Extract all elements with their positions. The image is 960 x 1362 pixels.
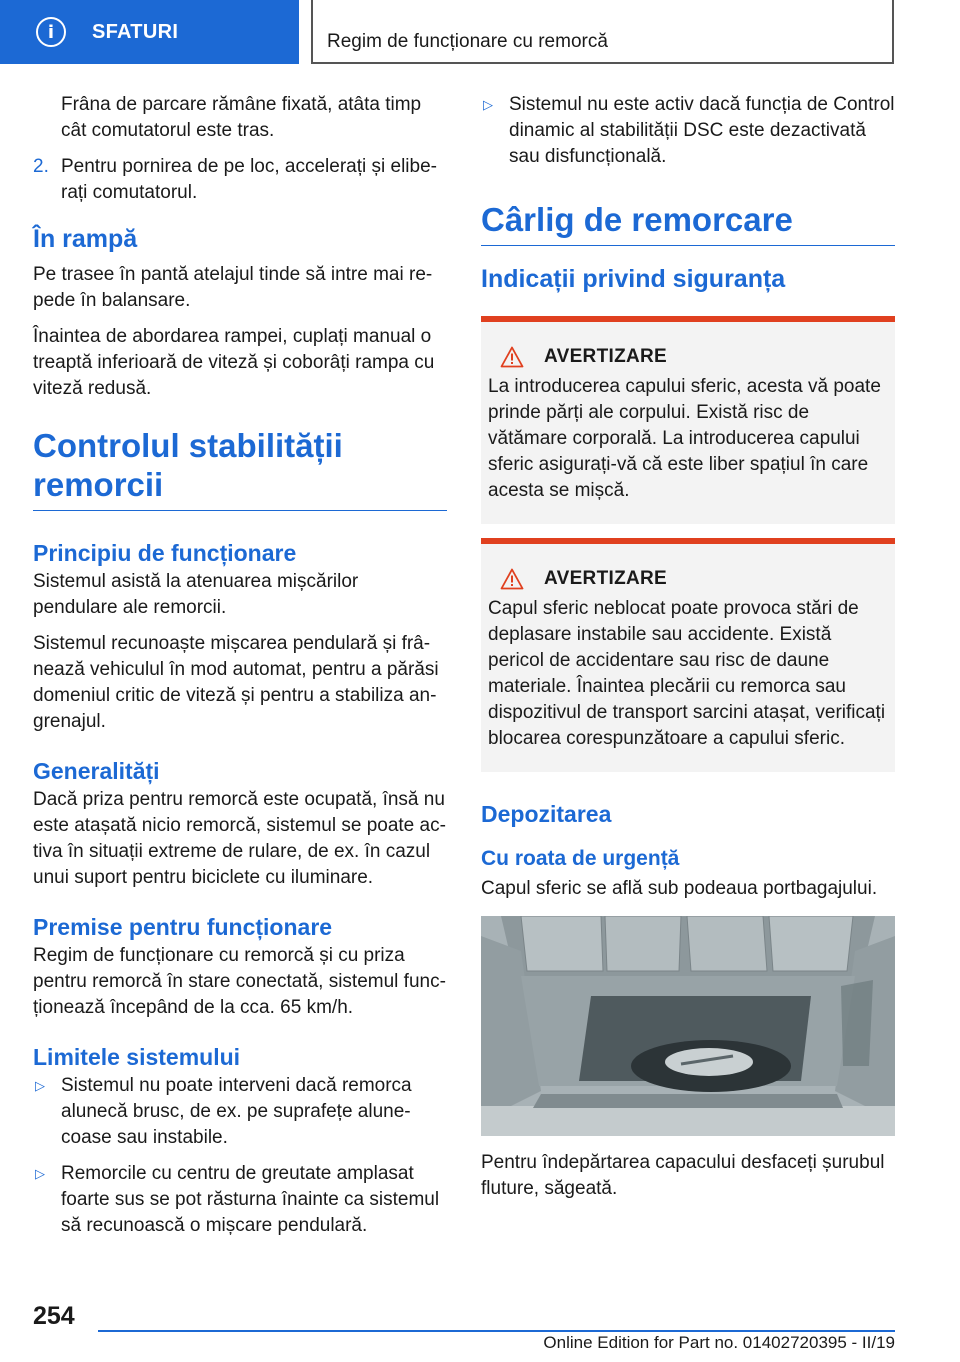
- page-number: 254: [33, 1302, 75, 1330]
- warning-box: [481, 538, 895, 772]
- triangle-right-icon: ▷: [35, 1078, 45, 1093]
- right-column: [481, 92, 895, 1212]
- list-item-text: Sistemul nu este activ dacă funcția de Control dinamic al stabilității DSC este dezactivată sau disfuncțională.: [509, 94, 895, 167]
- heading-storage: Depozitarea: [481, 801, 612, 827]
- warning-header: [488, 344, 887, 370]
- paragraph: Pentru îndepărtarea capacului desfaceți șurubul fluture, săgeată.: [481, 1152, 885, 1199]
- list-item-text: Sistemul nu poate interveni dacă remorca alunecă brusc, de ex. pe suprafețe alunecoase sau instabile.: [61, 1075, 412, 1148]
- section-tag: SFATURI: [92, 20, 179, 43]
- heading-ramp: În rampă: [33, 225, 138, 253]
- heading-safety-notes: Indicații privind siguranța: [481, 265, 786, 293]
- heading-system-limits: Limitele sistemului: [33, 1044, 241, 1070]
- info-icon: i: [36, 17, 66, 47]
- chapter-title: Regim de funcționare cu remorcă: [327, 31, 608, 52]
- heading-divider: [33, 510, 447, 511]
- warning-title: AVERTIZARE: [544, 346, 667, 367]
- paragraph: Regim de funcționare cu remorcă și cu priza pentru remorcă în stare conectată, sistemul funcționează începând de la cca. 65 km/h.: [33, 945, 446, 1018]
- warning-box: [481, 316, 895, 524]
- trunk-photo: [481, 916, 895, 1136]
- list-item: [33, 1073, 447, 1151]
- heading-operating-principle: Principiu de funcționare: [33, 540, 297, 566]
- warning-text: Capul sferic neblocat poate provoca stări de deplasare instabile sau accidente. Există pericol de accidentare sau risc de daune materiale. Înaintea plecării cu remorca sau dispozitivul de transport sarcini atașat, verificați blocarea corespunzătoare a capului sferic.: [488, 598, 886, 749]
- left-column: [33, 92, 447, 1249]
- list-item: [33, 1161, 447, 1239]
- paragraph: Sistemul recunoaște mișcarea pendulară și frânează vehiculul în mod automat, pentru a părăsi domeniul critic de viteză și pentru a stabiliza angrenajul.: [33, 633, 439, 732]
- list-item: [481, 92, 895, 170]
- heading-general: Generalități: [33, 758, 160, 784]
- warning-triangle-icon: [500, 346, 524, 368]
- triangle-right-icon: ▷: [35, 1166, 45, 1181]
- section-tab: [0, 0, 299, 64]
- warning-header: [488, 566, 887, 592]
- list-item-text: Remorcile cu centru de greutate amplasat foarte sus se pot răsturna înainte ca sistemul să recunoască o mișcare pendulară.: [61, 1163, 440, 1236]
- heading-divider: [481, 245, 895, 246]
- heading-trailer-stability: Controlul stabilității remorcii: [33, 427, 343, 503]
- paragraph: Dacă priza pentru remorcă este ocupată, însă nu este atașată nicio remorcă, sistemul se poate activa în situații extreme de rulare, de ex. în cazul unui suport pentru biciclete cu iluminare.: [33, 789, 446, 888]
- warning-title: AVERTIZARE: [544, 568, 667, 589]
- paragraph: Înaintea de abordarea rampei, cuplați manual o treaptă inferioară de viteză și coborâți rampa cu viteză redusă.: [33, 326, 435, 399]
- heading-towbar: Cârlig de remorcare: [481, 201, 793, 238]
- step-1-continuation: Frâna de parcare rămâne fixată, atâta timp cât comutatorul este tras.: [61, 94, 422, 141]
- warning-triangle-icon: [500, 568, 524, 590]
- footer-divider: [98, 1330, 895, 1332]
- paragraph: Sistemul asistă la atenuarea mișcărilor pendulare ale remorcii.: [33, 571, 359, 618]
- step-2: [33, 154, 447, 206]
- paragraph: Pe trasee în pantă atelajul tinde să intre mai repede în balansare.: [33, 264, 433, 311]
- footer-edition: Online Edition for Part no. 01402720395 - II/19: [543, 1333, 895, 1352]
- triangle-right-icon: ▷: [483, 97, 493, 112]
- warning-text: La introducerea capului sferic, acesta vă poate prinde părți ale corpului. Există risc de vătămare corporală. La introducerea capului sferic asigurați-vă că este liber spațiul în care acesta se mișcă.: [488, 376, 881, 501]
- step-number: 2.: [33, 156, 49, 177]
- step-text: Pentru pornirea de pe loc, accelerați și eliberați comutatorul.: [61, 156, 437, 203]
- paragraph: Capul sferic se află sub podeaua portbagajului.: [481, 878, 878, 899]
- chapter-header: [311, 0, 894, 64]
- heading-prerequisites: Premise pentru funcționare: [33, 914, 333, 940]
- heading-spare-wheel: Cu roata de urgență: [481, 847, 680, 870]
